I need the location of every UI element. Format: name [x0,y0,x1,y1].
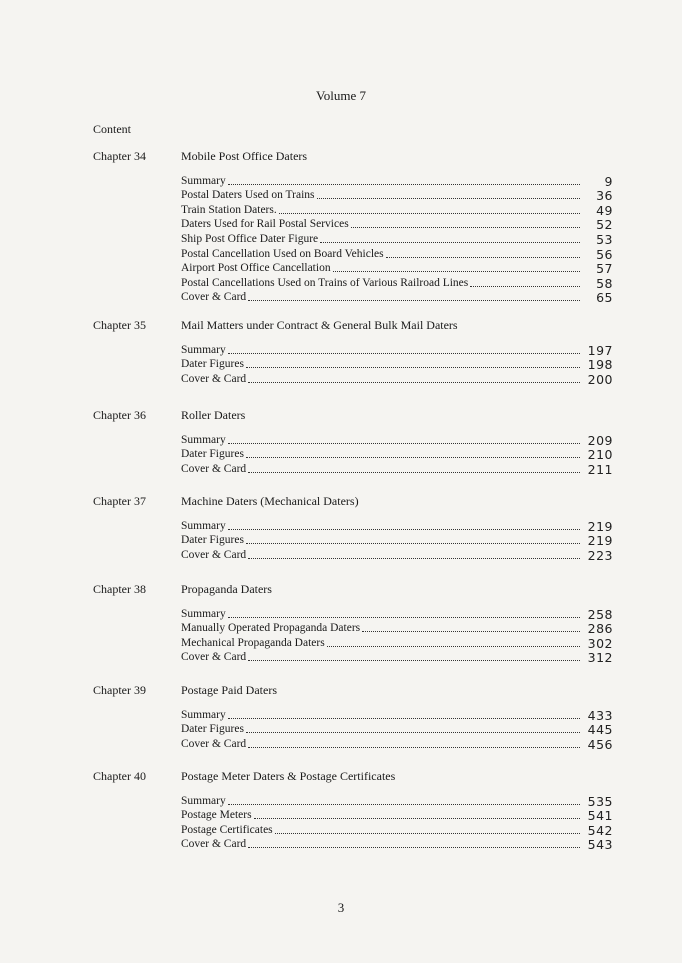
entry-label: Postage Certificates [181,823,273,836]
entry-label: Cover & Card [181,548,247,561]
entry-label: Summary [181,607,226,620]
entry-page-number: 58 [596,275,613,291]
entry-label: Postal Cancellations Used on Trains of Various Railroad Lines [181,276,469,289]
entry-page-number: 535 [587,793,613,809]
entry-page-number: 65 [596,290,613,306]
dot-leader [279,212,580,214]
chapter-entries [181,518,613,562]
toc-entry [181,173,613,188]
entry-label: Summary [181,708,226,721]
chapter-entries [181,606,613,664]
entry-label: Cover & Card [181,838,247,851]
chapter-entries [181,793,613,851]
entry-page-number: 258 [587,606,613,622]
dot-leader [228,717,580,719]
page-number: 3 [337,900,345,915]
entry-page-number: 9 [604,173,613,189]
dot-leader [248,846,580,848]
toc-entry [181,261,613,276]
dot-leader [317,197,580,199]
entry-page-number: 211 [587,461,613,477]
chapter-title: Postage Meter Daters & Postage Certificates [181,769,396,783]
entry-label: Manually Operated Propaganda Daters [181,622,361,635]
toc-entry [181,275,613,290]
chapter-label: Chapter 34 [93,149,146,163]
entry-page-number: 210 [587,447,613,463]
dot-leader [362,630,580,632]
dot-leader [333,270,580,272]
dot-leader [248,471,580,473]
toc-entry [181,342,613,357]
entry-label: Summary [181,343,226,356]
toc-entry [181,621,613,636]
toc-entry [181,808,613,823]
entry-page-number: 433 [587,707,613,723]
chapter-label: Chapter 37 [93,494,146,508]
chapter-label: Chapter 35 [93,318,146,332]
entry-label: Dater Figures [181,534,244,547]
entry-page-number: 56 [596,246,613,262]
toc-entry [181,432,613,447]
entry-label: Cover & Card [181,737,247,750]
entry-page-number: 219 [587,518,613,534]
entry-page-number: 223 [587,547,613,563]
toc-entry [181,533,613,548]
entry-label: Postage Meters [181,809,252,822]
dot-leader [246,456,580,458]
entry-label: Summary [181,519,226,532]
toc-entry [181,635,613,650]
entry-label: Airport Post Office Cancellation [181,262,331,275]
entry-label: Cover & Card [181,291,247,304]
entry-label: Daters Used for Rail Postal Services [181,218,349,231]
entry-label: Dater Figures [181,723,244,736]
dot-leader [246,542,580,544]
chapter-entries [181,432,613,476]
chapter-entries [181,173,613,304]
entry-label: Cover & Card [181,462,247,475]
toc-entry [181,822,613,837]
chapter-label: Chapter 38 [93,582,146,596]
entry-page-number: 286 [587,621,613,637]
toc-entry [181,518,613,533]
dot-leader [248,659,580,661]
chapter-title: Propaganda Daters [181,582,272,596]
entry-page-number: 52 [596,217,613,233]
toc-entry [181,461,613,476]
entry-page-number: 209 [587,432,613,448]
dot-leader [248,746,580,748]
entry-page-number: 542 [587,822,613,838]
toc-entry [181,793,613,808]
chapter-title: Mail Matters under Contract & General Bulk Mail Daters [181,318,458,332]
toc-entry [181,217,613,232]
chapter-title: Machine Daters (Mechanical Daters) [181,494,359,508]
toc-entry [181,736,613,751]
dot-leader [275,832,580,834]
entry-label: Mechanical Propaganda Daters [181,636,325,649]
dot-leader [228,616,580,618]
entry-page-number: 198 [587,357,613,373]
toc-entry [181,202,613,217]
entry-label: Postal Daters Used on Trains [181,189,315,202]
entry-page-number: 200 [587,371,613,387]
dot-leader [327,645,580,647]
toc-entry [181,837,613,852]
chapter-entries [181,342,613,386]
dot-leader [228,183,580,185]
entry-label: Summary [181,174,226,187]
toc-entry [181,371,613,386]
entry-page-number: 543 [587,837,613,853]
entry-page-number: 302 [587,635,613,651]
entry-page-number: 312 [587,650,613,666]
entry-page-number: 445 [587,722,613,738]
chapter-title: Mobile Post Office Daters [181,149,308,163]
toc-entry [181,447,613,462]
entry-label: Summary [181,794,226,807]
dot-leader [386,256,580,258]
chapter-title: Roller Daters [181,408,246,422]
entry-label: Train Station Daters. [181,203,277,216]
toc-entry [181,246,613,261]
toc-entry [181,547,613,562]
toc-entry [181,722,613,737]
entry-label: Ship Post Office Dater Figure [181,232,319,245]
dot-leader [320,241,580,243]
dot-leader [228,528,580,530]
entry-page-number: 57 [596,261,613,277]
entry-label: Cover & Card [181,651,247,664]
chapter-label: Chapter 36 [93,408,146,422]
entry-page-number: 53 [596,231,613,247]
content-heading: Content [93,122,131,136]
toc-entry [181,606,613,621]
entry-page-number: 197 [587,342,613,358]
toc-entry [181,707,613,722]
dot-leader [351,226,580,228]
volume-title: Volume 7 [316,88,366,103]
dot-leader [228,803,580,805]
entry-label: Postal Cancellation Used on Board Vehicles [181,247,384,260]
dot-leader [246,731,580,733]
dot-leader [248,557,580,559]
entry-label: Cover & Card [181,372,247,385]
entry-page-number: 456 [587,736,613,752]
entry-page-number: 219 [587,533,613,549]
dot-leader [248,299,580,301]
entry-label: Dater Figures [181,448,244,461]
toc-entry [181,290,613,305]
toc-entry [181,357,613,372]
chapter-title: Postage Paid Daters [181,683,277,697]
chapter-entries [181,707,613,751]
dot-leader [228,442,580,444]
dot-leader [246,366,580,368]
entry-page-number: 541 [587,808,613,824]
entry-label: Summary [181,433,226,446]
dot-leader [254,817,580,819]
toc-entry [181,188,613,203]
toc-entry [181,231,613,246]
dot-leader [470,285,580,287]
dot-leader [248,381,580,383]
entry-page-number: 36 [596,188,613,204]
dot-leader [228,352,580,354]
chapter-label: Chapter 40 [93,769,146,783]
entry-page-number: 49 [596,202,613,218]
entry-label: Dater Figures [181,358,244,371]
toc-entry [181,650,613,665]
chapter-label: Chapter 39 [93,683,146,697]
